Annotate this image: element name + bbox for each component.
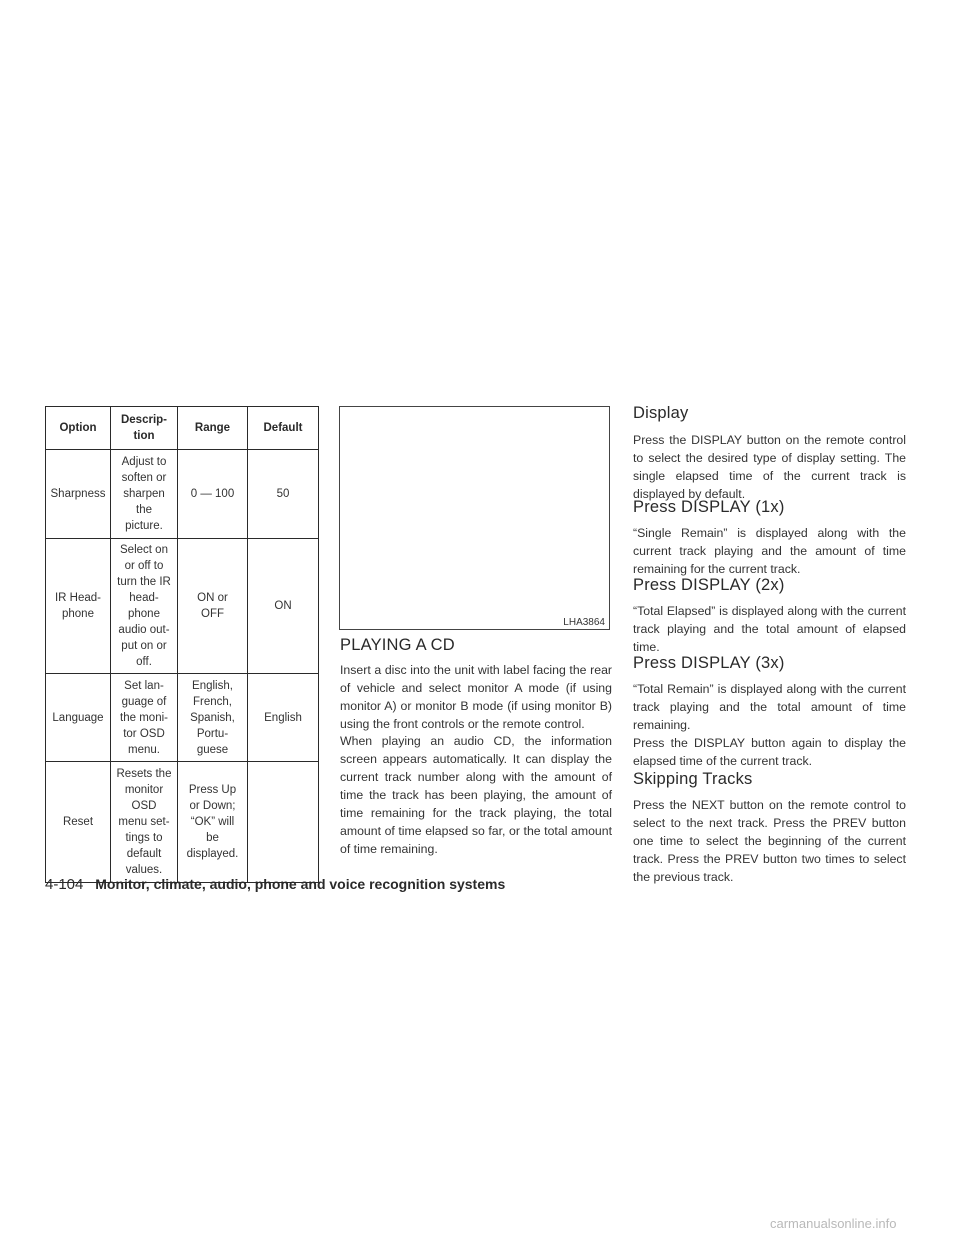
watermark-text: carmanualsonline.info bbox=[770, 1216, 897, 1231]
paragraph-playing-1: Insert a disc into the unit with label facing the rear of vehicle and select monitor A mode (if using monitor A) or monitor B mode (if using monitor B) using the front controls or the remote control. bbox=[340, 663, 612, 731]
table-row bbox=[46, 762, 319, 883]
figure-id: LHA3864 bbox=[563, 617, 605, 628]
options-table bbox=[45, 406, 319, 883]
cell-range: English, French, Spanish, Portu- guese bbox=[178, 674, 248, 762]
table-header-row bbox=[46, 407, 319, 450]
cell-range: 0 — 100 bbox=[178, 450, 248, 539]
paragraph-press-display-1x: “Single Remain” is displayed along with the current track playing and the amount of time remaining for the current track. bbox=[633, 526, 906, 576]
paragraph-playing-2: When playing an audio CD, the information screen appears automatically. It can display the current track number along with the amount of time the track has been playing, the amount of time remaining for the track playing, the total amount of time elapsed so far, or the total amount of time remaining. bbox=[340, 734, 612, 856]
cell-range: ON or OFF bbox=[178, 539, 248, 674]
header-range: Range bbox=[178, 407, 248, 450]
figure-frame bbox=[339, 406, 610, 630]
header-default: Default bbox=[248, 407, 319, 450]
cell-default bbox=[248, 762, 319, 883]
cell-description: Select on or off to turn the IR head- phone audio out- put on or off. bbox=[111, 539, 178, 674]
cell-option: IR Head- phone bbox=[46, 539, 111, 674]
heading-press-display-3x: Press DISPLAY (3x) bbox=[633, 654, 785, 672]
chapter-title: Monitor, climate, audio, phone and voice recognition systems bbox=[95, 876, 506, 892]
table-row bbox=[46, 450, 319, 539]
cell-option: Reset bbox=[46, 762, 111, 883]
heading-press-display-1x: Press DISPLAY (1x) bbox=[633, 498, 785, 516]
heading-display: Display bbox=[633, 404, 689, 422]
paragraph-display: Press the DISPLAY button on the remote control to select the desired type of display setting. The single elapsed time of the current track is displayed by default. bbox=[633, 433, 906, 501]
table-row bbox=[46, 539, 319, 674]
cell-range: Press Up or Down; “OK” will be displayed. bbox=[178, 762, 248, 883]
heading-press-display-2x: Press DISPLAY (2x) bbox=[633, 576, 785, 594]
cell-default: ON bbox=[248, 539, 319, 674]
paragraph-press-display-3x-2: Press the DISPLAY button again to display the elapsed time of the current track. bbox=[633, 736, 906, 768]
cell-option: Language bbox=[46, 674, 111, 762]
page-number: 4-104 bbox=[45, 876, 84, 893]
cell-description: Resets the monitor OSD menu set- tings to default values. bbox=[111, 762, 178, 883]
cell-description: Set lan- guage of the moni- tor OSD menu. bbox=[111, 674, 178, 762]
table-row bbox=[46, 674, 319, 762]
paragraph-press-display-3x-1: “Total Remain” is displayed along with the current track playing and the total amount of time remaining. bbox=[633, 682, 906, 732]
paragraph-skipping-tracks: Press the NEXT button on the remote control to select to the next track. Press the PREV button one time to select the beginning of the current track. Press the PREV button two times to select the previous track. bbox=[633, 798, 906, 884]
paragraph-press-display-2x: “Total Elapsed” is displayed along with the current track playing and the total amount of elapsed time. bbox=[633, 604, 906, 654]
heading-skipping-tracks: Skipping Tracks bbox=[633, 770, 753, 788]
cell-default: 50 bbox=[248, 450, 319, 539]
cell-option: Sharpness bbox=[46, 450, 111, 539]
heading-playing-a-cd: PLAYING A CD bbox=[340, 636, 455, 654]
header-description: Descrip- tion bbox=[111, 407, 178, 450]
cell-description: Adjust to soften or sharpen the picture. bbox=[111, 450, 178, 539]
header-option: Option bbox=[46, 407, 111, 450]
cell-default: English bbox=[248, 674, 319, 762]
page-footer bbox=[45, 876, 505, 893]
